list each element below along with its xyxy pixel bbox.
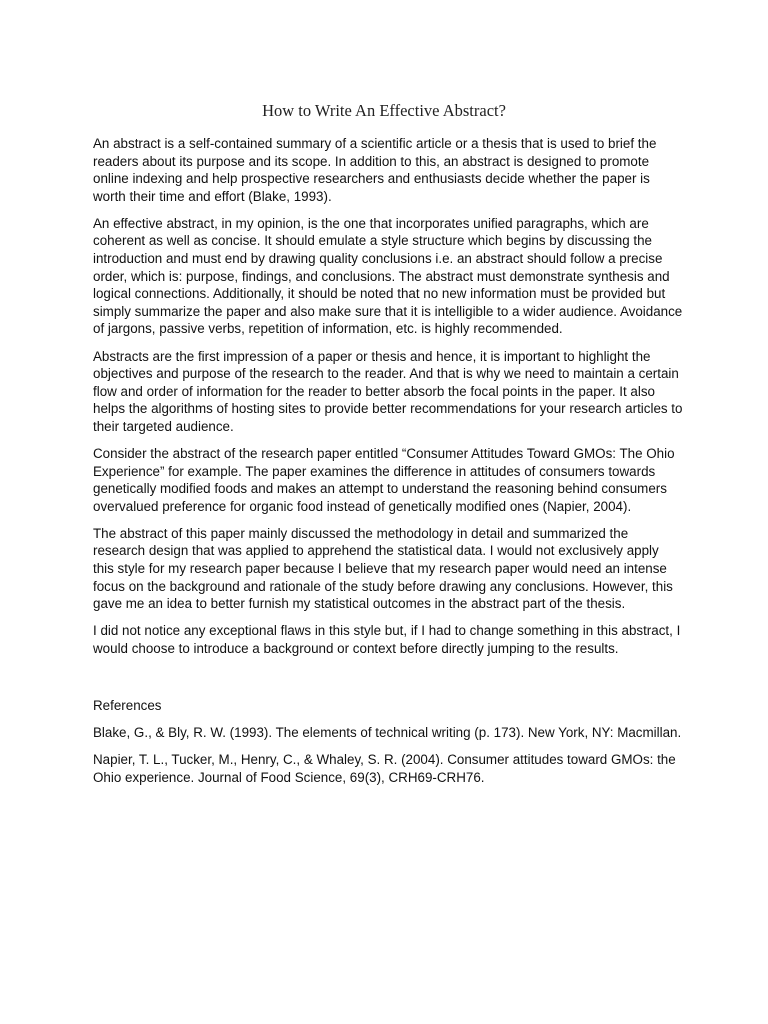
paragraph: An effective abstract, in my opinion, is the one that incorporates unified paragraphs, which are coherent as well as concise. It should emulate a style structure which begins by discussing the introduction and must end by drawing quality conclusions i.e. an abstract should follow a precise order, which is: purpose, findings, and conclusions. The abstract must demonstrate synthesis and logical connections. Additionally, it should be noted that no new information must be provided but simply summarize the paper and also make sure that it is intelligible to a wider audience. Avoidance of jargons, passive verbs, repetition of information, etc. is highly recommended. (93, 215, 683, 337)
reference-entry: Blake, G., & Bly, R. W. (1993). The elements of technical writing (p. 173). New York, NY: Macmillan. (93, 725, 682, 741)
paragraph: The abstract of this paper mainly discussed the methodology in detail and summarized the research design that was applied to apprehend the statistical data. I would not exclusively apply this style for my research paper because I believe that my research paper would need an intense focus on the background and rationale of the study before drawing any conclusions. However, this gave me an idea to better furnish my statistical outcomes in the abstract part of the thesis. (93, 525, 673, 612)
references-heading: References (93, 698, 162, 713)
references-section (93, 697, 683, 796)
document-body (93, 135, 683, 667)
reference-entry: Napier, T. L., Tucker, M., Henry, C., & Whaley, S. R. (2004). Consumer attitudes toward GMOs: the Ohio experience. Journal of Food Science, 69(3), CRH69-CRH76. (93, 752, 676, 785)
paragraph: Consider the abstract of the research paper entitled “Consumer Attitudes Toward GMOs: The Ohio Experience” for example. The paper examines the difference in attitudes of consumers towards genetically modified foods and makes an attempt to understand the reasoning behind consumers overvalued preference for organic food instead of genetically modified ones (Napier, 2004). (93, 446, 675, 514)
document-title: How to Write An Effective Abstract? (262, 101, 506, 120)
paragraph: An abstract is a self-contained summary of a scientific article or a thesis that is used to brief the readers about its purpose and its scope. In addition to this, an abstract is designed to promote online indexing and help prospective researchers and enthusiasts decide whether the paper is worth their time and effort (Blake, 1993). (93, 136, 657, 204)
paragraph: I did not notice any exceptional flaws in this style but, if I had to change something in this abstract, I would choose to introduce a background or context before directly jumping to the results. (93, 623, 681, 656)
paragraph: Abstracts are the first impression of a paper or thesis and hence, it is important to highlight the objectives and purpose of the research to the reader. And that is why we need to maintain a certain flow and order of information for the reader to better absorb the focal points in the paper. It also helps the algorithms of hosting sites to provide better recommendations for your research articles to their targeted audience. (93, 348, 683, 434)
